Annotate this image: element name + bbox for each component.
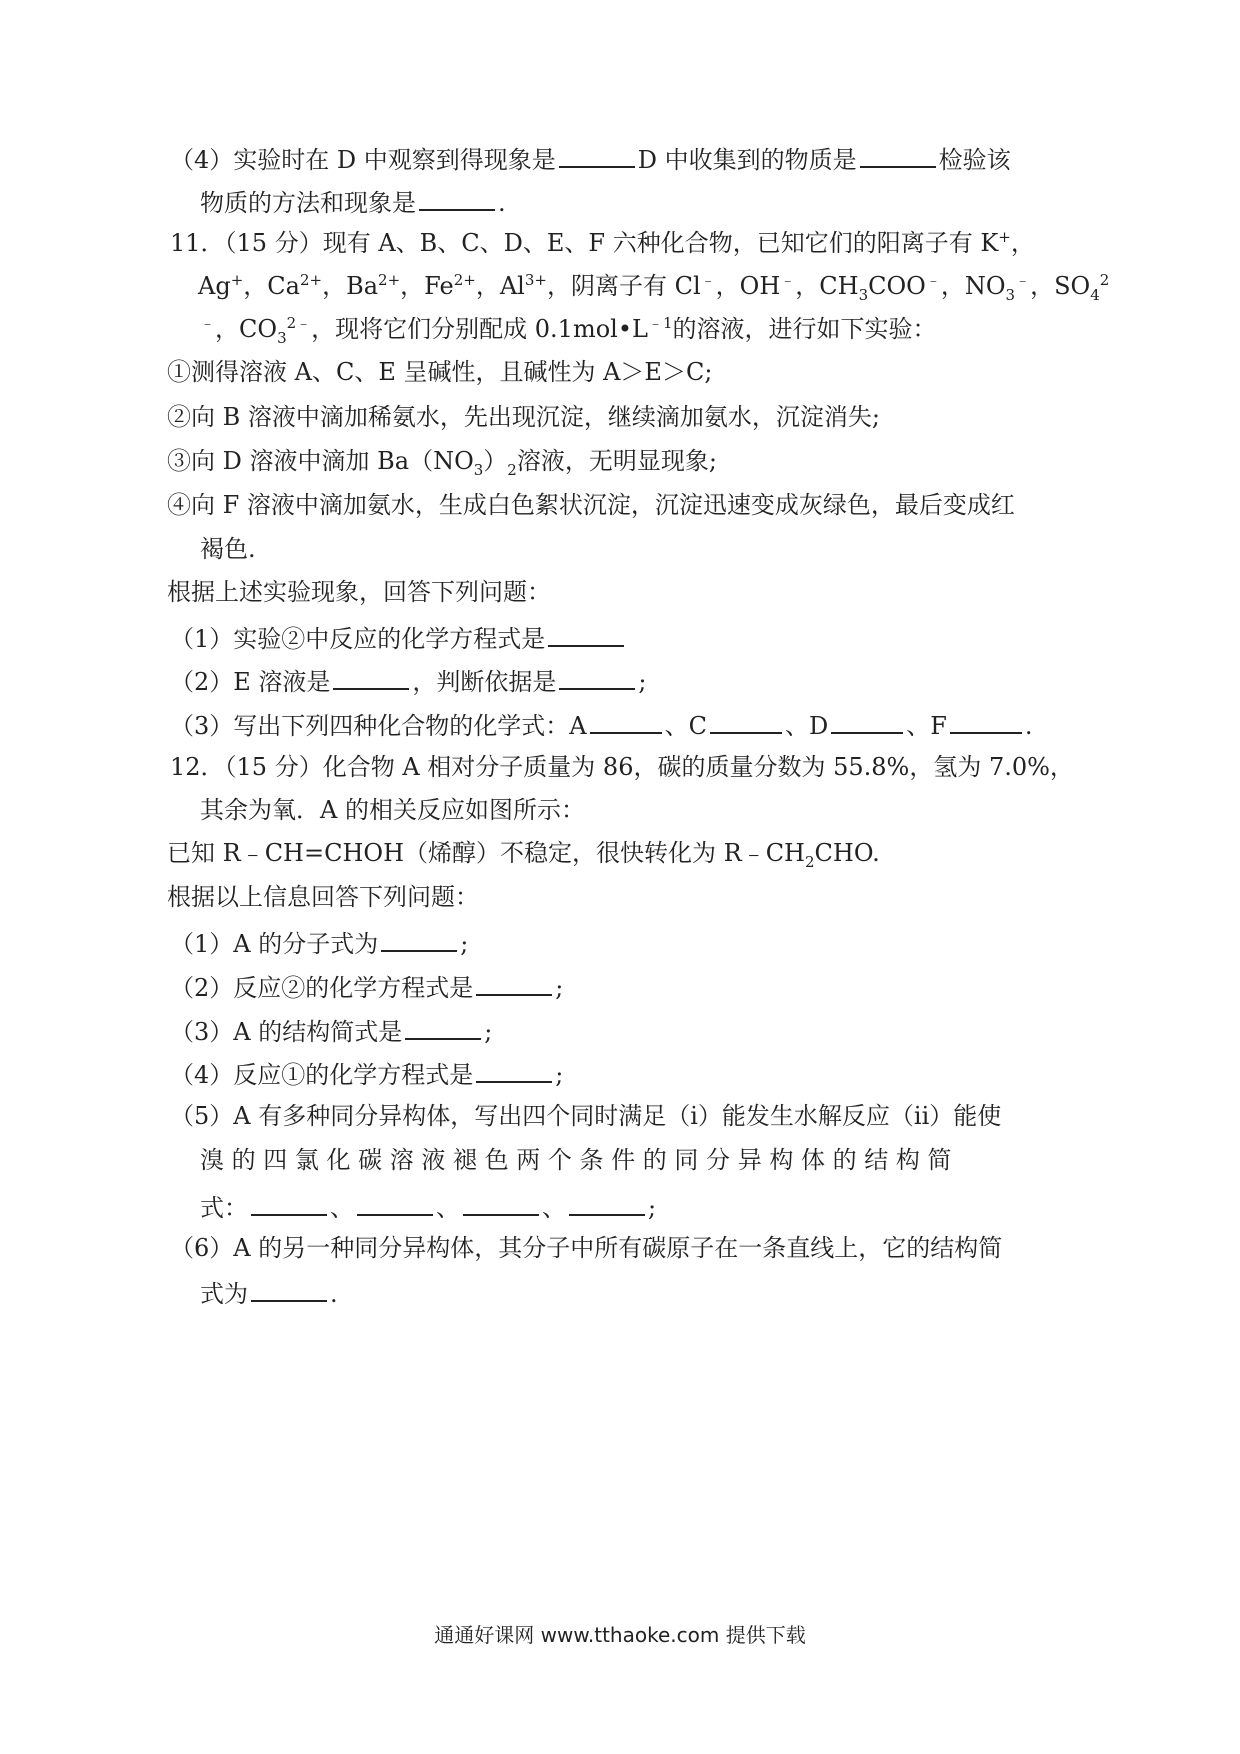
- q11-ask: [167, 577, 1240, 607]
- q12-sub3: [170, 1014, 1240, 1047]
- text: 检验该: [938, 146, 1011, 174]
- text: 、F: [906, 712, 947, 740]
- text: 根据以上信息回答下列问题：: [167, 883, 479, 911]
- sep: ，: [243, 272, 268, 300]
- q12-sub5-line3: [200, 1190, 1240, 1223]
- q12-sub4: [170, 1057, 1240, 1090]
- text: ，阴离子有 Cl: [546, 272, 701, 300]
- answer-blank[interactable]: [333, 664, 409, 690]
- q11-exp4-line2: [200, 534, 1240, 564]
- text: 的溶液，进行如下实验：: [672, 315, 937, 343]
- q10-part4-line2: [200, 185, 1240, 218]
- ion: COO: [868, 272, 926, 300]
- ion: Ag: [198, 272, 231, 300]
- answer-blank[interactable]: [831, 708, 903, 734]
- q10-part4-line1: [170, 142, 1240, 175]
- q11-header: 11．（15 分）现有 A、B、C、D、E、F 六种化合物，已知它们的阳离子有 K+，: [170, 228, 1035, 257]
- ion: Fe: [424, 272, 454, 300]
- question-text: 11．（15 分）现有 A、B、C、D、E、F 六种化合物，已知它们的阳离子有 K: [170, 229, 999, 257]
- text: 式：: [200, 1194, 248, 1222]
- sep: 、: [542, 1194, 566, 1222]
- text: .: [330, 1280, 338, 1308]
- answer-blank[interactable]: [569, 1190, 645, 1216]
- text: （5）A 有多种同分异构体，写出四个同时满足（i）能发生水解反应（ii）能使: [170, 1102, 1002, 1130]
- text: ;: [555, 974, 564, 1002]
- sep: 、: [330, 1194, 354, 1222]
- ion: Al: [499, 272, 525, 300]
- q12-sub5-line2: [200, 1145, 1240, 1175]
- text: ;: [555, 1061, 564, 1089]
- text: （2）E 溶液是: [170, 668, 331, 696]
- text: ，现将它们分别配成 0.1mol•L: [311, 315, 648, 343]
- text: ，判断依据是: [412, 668, 557, 696]
- q12-sub6-line1: [170, 1233, 1240, 1263]
- ion: Ca: [267, 272, 300, 300]
- q11-exp3: ③向 D 溶液中滴加 $Ba(NO_3)_2$溶液，无明显现象;: [167, 447, 717, 479]
- sep: ，: [322, 272, 347, 300]
- text: D 中收集到的物质是: [637, 146, 857, 174]
- answer-blank[interactable]: [405, 1014, 481, 1040]
- text: .: [1024, 712, 1033, 740]
- text: （4）反应①的化学方程式是: [170, 1061, 474, 1089]
- text: 、D: [784, 712, 829, 740]
- ion: Ba: [346, 272, 379, 300]
- ion: ，CH: [795, 272, 859, 300]
- answer-blank[interactable]: [590, 708, 662, 734]
- q11-line3: ﹣，$CO_3^{2﹣}$，现将它们分别配成 $0.1mol•L^{﹣1}$的溶液，进行如下实验：: [200, 314, 937, 347]
- question-text: 12．（15 分）化合物 A 相对分子质量为 86，碳的质量分数为 55.8%，氢为 7.0%，: [170, 753, 1074, 781]
- q12-sub5-line1: [170, 1101, 1240, 1131]
- text: .: [498, 189, 506, 217]
- q11-sub1: [170, 621, 1240, 654]
- text: （2）反应②的化学方程式是: [170, 974, 474, 1002]
- text: （4）实验时在 D 中观察到得现象是: [170, 146, 556, 174]
- q12-ask: [167, 882, 1240, 912]
- q11-exp4-line1: [167, 490, 1240, 520]
- text: （1）实验②中反应的化学方程式是: [170, 625, 546, 653]
- text: ;: [638, 668, 647, 696]
- q11-exp2: [167, 402, 1240, 432]
- q12-sub2: [170, 970, 1240, 1003]
- sep: 、: [436, 1194, 460, 1222]
- text: ③向 D 溶液中滴加 Ba（NO: [167, 447, 474, 475]
- q11-cations-line: Ag+，$Ca^{2+}$，$Ba^{2+}$，$Fe^{2+}$，$Al^{3+}$，阴离子有 Cl﹣，OH﹣，$CH_3COO^﹣$，$NO_3^﹣$，$SO_4^2$: [198, 271, 1110, 304]
- text: ;: [484, 1018, 493, 1046]
- answer-blank[interactable]: [950, 708, 1022, 734]
- sep: ，: [400, 272, 425, 300]
- answer-blank[interactable]: [476, 970, 552, 996]
- ion: ，NO: [940, 272, 1006, 300]
- q12-known: 已知 R﹣CH=CHOH（烯醇）不稳定，很快转化为 $R﹣CH_2CHO$.: [167, 839, 880, 871]
- text: 根据上述实验现象，回答下列问题：: [167, 578, 551, 606]
- page-footer: 通通好课网 www.tthaoke.com 提供下载: [434, 1623, 806, 1647]
- answer-blank[interactable]: [860, 142, 936, 168]
- answer-blank[interactable]: [559, 142, 635, 168]
- text: （1）A 的分子式为: [170, 930, 379, 958]
- text: 、C: [664, 712, 707, 740]
- answer-blank[interactable]: [476, 1057, 552, 1083]
- ion: ，OH: [715, 272, 781, 300]
- text: CHO.: [814, 839, 880, 867]
- text: ④向 F 溶液中滴加氨水，生成白色絮状沉淀，沉淀迅速变成灰绿色，最后变成红: [167, 491, 1015, 519]
- text: （3）写出下列四种化合物的化学式：A: [170, 712, 587, 740]
- q11-exp1: [167, 357, 1240, 387]
- text: 溶液，无明显现象;: [516, 447, 717, 475]
- answer-blank[interactable]: [251, 1276, 327, 1302]
- answer-blank[interactable]: [357, 1190, 433, 1216]
- answer-blank[interactable]: [381, 926, 457, 952]
- text: ②向 B 溶液中滴加稀氨水，先出现沉淀，继续滴加氨水，沉淀消失;: [167, 403, 880, 431]
- text: （6）A 的另一种同分异构体，其分子中所有碳原子在一条直线上，它的结构简: [170, 1234, 1003, 1262]
- text: （3）A 的结构简式是: [170, 1018, 403, 1046]
- text: ;: [460, 930, 469, 958]
- answer-blank[interactable]: [463, 1190, 539, 1216]
- text: ）: [483, 447, 508, 475]
- answer-blank[interactable]: [548, 621, 624, 647]
- text: ;: [648, 1194, 657, 1222]
- q12-header-line2: [200, 795, 1240, 825]
- q12-sub6-line2: [200, 1276, 1240, 1309]
- q12-sub1: [170, 926, 1240, 959]
- text: ①测得溶液 A、C、E 呈碱性，且碱性为 A＞E＞C;: [167, 358, 713, 386]
- answer-blank[interactable]: [251, 1190, 327, 1216]
- q11-sub2: [170, 664, 1240, 697]
- ion: ，SO: [1030, 272, 1091, 300]
- text: 褐色.: [200, 535, 256, 563]
- q11-sub3: [170, 708, 1240, 741]
- q12-header: [170, 752, 1240, 782]
- text: 式为: [200, 1280, 248, 1308]
- answer-blank[interactable]: [419, 185, 495, 211]
- answer-blank[interactable]: [710, 708, 782, 734]
- text: 溴 的 四 氯 化 碳 溶 液 褪 色 两 个 条 件 的 同 分 异 构 体 的 结 构 简: [200, 1146, 952, 1174]
- ion: ，CO: [215, 315, 278, 343]
- text: 已知 R﹣CH=CHOH（烯醇）不稳定，很快转化为 R﹣CH: [167, 839, 805, 867]
- text: 其余为氧．A 的相关反应如图所示：: [200, 796, 585, 824]
- answer-blank[interactable]: [559, 664, 635, 690]
- text: 物质的方法和现象是: [200, 189, 416, 217]
- sep: ，: [475, 272, 500, 300]
